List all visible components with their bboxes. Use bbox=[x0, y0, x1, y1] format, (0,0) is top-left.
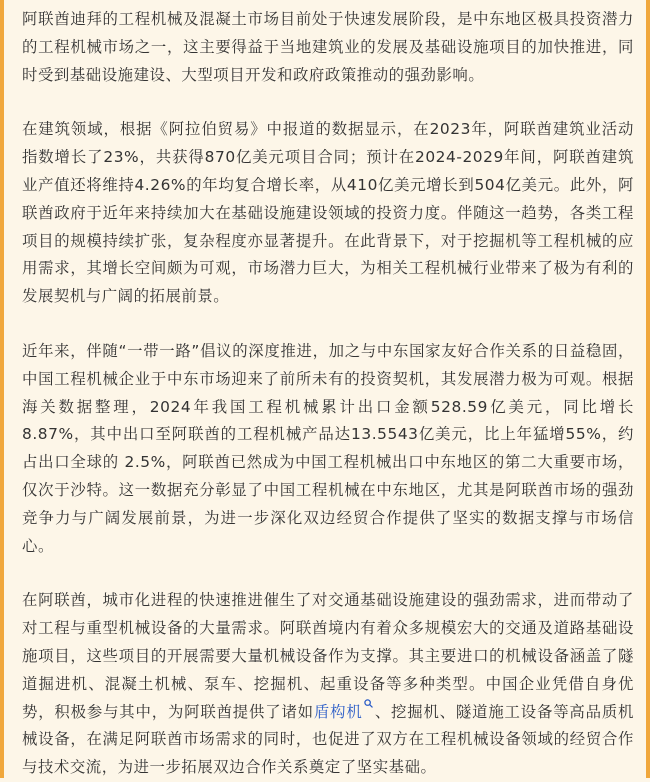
shield-machine-link[interactable]: 盾构机 bbox=[313, 702, 363, 721]
paragraph-construction-sector: 在建筑领域，根据《阿拉伯贸易》中报道的数据显示，在2023年，阿联酋建筑业活动指数增长了23%，共获得870亿美元项目合同；预计在2024-2029年间，阿联酋建筑业产值还将维持4.26%的年均复合增长率，从410亿美元增长到504亿美元。此外，阿联酋政府于近年来持续加大在基础设施建设领域的投资力度。伴随这一趋势，各类工程项目的规模持续扩张，复杂程度亦显著提升。在此背景下，对于挖掘机等工程机械的应用需求，其增长空间颇为可观，市场潜力巨大，为相关工程机械行业带来了极为有利的发展契机与广阔的拓展前景。 bbox=[22, 120, 634, 306]
paragraph-text-after-link: 、挖掘机、隧道施工设备等高品质机械设备，在满足阿联酋市场需求的同时，也促进了双方在工程机械设备领域的经贸合作与技术交流，为进一步拓展双边合作关系奠定了坚实基础。 bbox=[22, 702, 634, 777]
paragraph-text-before-link: 在阿联酋，城市化进程的快速推进催生了对交通基础设施建设的强劲需求，进而带动了对工程与重型机械设备的大量需求。阿联酋境内有着众多规模宏大的交通及道路基础设施项目，这些项目的开展需要大量机械设备作为支撑。其主要进口的机械设备涵盖了隧道掘进机、混凝土机械、泵车、挖掘机、起重设备等多种类型。中国企业凭借自身优势，积极参与其中，为阿联酋提供了诸如 bbox=[22, 591, 634, 721]
article-body bbox=[22, 6, 634, 782]
search-icon[interactable] bbox=[364, 699, 373, 708]
paragraph-belt-and-road-exports: 近年来，伴随“一带一路”倡议的深度推进，加之与中东国家友好合作关系的日益稳固，中国工程机械企业于中东市场迎来了前所未有的投资契机，其发展潜力极为可观。根据海关数据整理，2024年我国工程机械累计出口金额528.59亿美元，同比增长8.87%，其中出口至阿联酋的工程机械产品达13.5543亿美元，比上年猛增55%，约占出口全球的 2.5%，阿联酋已然成为中国工程机械出口中东地区的第二大重要市场，仅次于沙特。这一数据充分彰显了中国工程机械在中东地区，尤其是阿联酋市场的强劲竞争力与广阔发展前景，为进一步深化双边经贸合作提供了坚实的数据支撑与市场信心。 bbox=[22, 341, 634, 555]
paragraph-dubai-market: 阿联酋迪拜的工程机械及混凝土市场目前处于快速发展阶段，是中东地区极具投资潜力的工程机械市场之一，这主要得益于当地建筑业的发展及基础设施项目的加快推进，同时受到基础设施建设、大型项目开发和政府政策推动的强劲影响。 bbox=[22, 10, 634, 84]
paragraph-urbanization-demand bbox=[22, 587, 634, 782]
